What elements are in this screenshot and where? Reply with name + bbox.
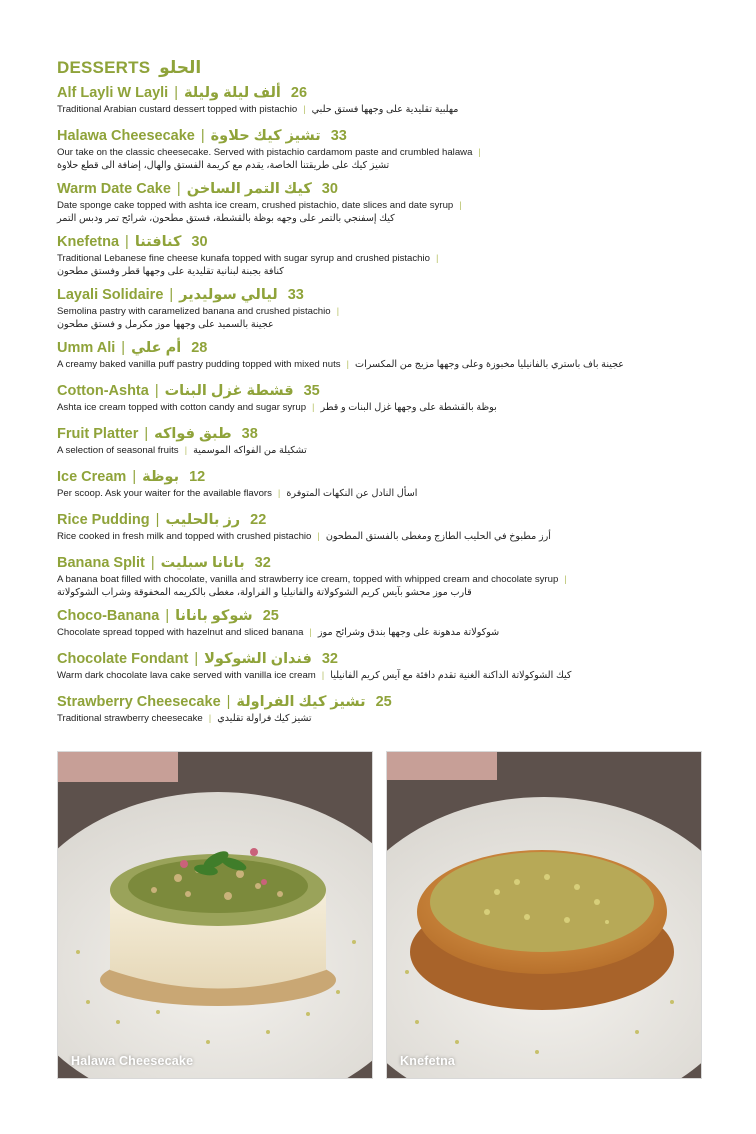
section-title-en: DESSERTS: [57, 58, 151, 77]
menu-item: [57, 84, 707, 116]
dish-name-en: Rice Pudding: [57, 512, 150, 528]
dish-name-en: Warm Date Cake: [57, 181, 171, 197]
menu-item: [57, 127, 707, 172]
description-en: A creamy baked vanilla puff pastry pudding topped with mixed nuts: [57, 359, 341, 370]
dish-price: 32: [321, 651, 338, 667]
description-en: Traditional Lebanese fine cheese kunafa topped with sugar syrup and crushed pistachio: [57, 253, 430, 264]
menu-item: [57, 554, 707, 599]
dish-name-ar: رز بالحليب: [165, 512, 241, 528]
dish-name-en: Banana Split: [57, 555, 145, 571]
dish-description-ar-line: [57, 318, 707, 331]
description-en: Ashta ice cream topped with cotton candy and sugar syrup: [57, 402, 307, 413]
menu-item-heading: [57, 554, 707, 573]
menu-item: [57, 233, 707, 278]
divider: |: [346, 359, 350, 370]
menu-item-heading: [57, 84, 707, 103]
description-ar: عجينة باف باستري بالفانيليا مخبوزة وعلى وجهها مزيج من المكسرات: [355, 359, 625, 370]
knefetna-image: [387, 752, 701, 1078]
dish-description: [57, 626, 707, 639]
dish-price: 32: [254, 555, 271, 571]
divider: |: [478, 147, 481, 158]
dish-price: 25: [262, 608, 279, 624]
dish-price: 25: [375, 694, 392, 710]
divider: |: [336, 306, 340, 317]
divider: |: [459, 200, 462, 211]
divider: |: [150, 555, 155, 571]
dish-name-ar: بانانا سبليت: [160, 555, 245, 571]
dish-name-ar: كنافتنا: [134, 234, 182, 250]
dish-name-ar: أم علي: [131, 340, 182, 356]
description-en: Our take on the classic cheesecake. Served with pistachio cardamom paste and crumbled halawa: [57, 147, 473, 158]
divider: |: [144, 426, 149, 442]
menu-item-heading: [57, 693, 707, 712]
menu-item-heading: [57, 650, 707, 669]
dish-price: 30: [191, 234, 208, 250]
description-ar: تشيز كيك على طريقتنا الخاصة، يقدم مع كريمة الفستق والهال، إضافة الى قطع حلاوة: [57, 160, 390, 171]
divider: |: [303, 104, 306, 115]
dish-description: [57, 199, 707, 212]
dish-name-en: Halawa Cheesecake: [57, 128, 195, 144]
description-en: Date sponge cake topped with ashta ice cream, crushed pistachio, date slices and date syrup: [57, 200, 454, 211]
menu-item-heading: [57, 180, 707, 199]
dish-name-ar: بوظة: [142, 469, 180, 485]
menu-item-heading: [57, 339, 707, 358]
dish-name-en: Layali Solidaire: [57, 287, 164, 303]
menu-item: [57, 339, 707, 371]
dish-name-ar: فندان الشوكولا: [204, 651, 312, 667]
dish-description-ar-line: [57, 212, 707, 225]
menu-item-heading: [57, 511, 707, 530]
dish-name-en: Umm Ali: [57, 340, 116, 356]
description-en: Semolina pastry with caramelized banana and crushed pistachio: [57, 306, 331, 317]
description-ar: قارب موز محشو بآيس كريم الشوكولاتة والفانيليا و الفراولة، مغطى بالكريمه المخفوقة وشراب الشوكولاتة: [57, 587, 472, 598]
divider: |: [125, 234, 129, 250]
description-ar: تشيز كيك فراولة تقليدي: [217, 713, 312, 724]
dish-description: [57, 444, 707, 457]
dish-description: [57, 669, 707, 682]
dish-description: [57, 530, 707, 543]
menu-item-heading: [57, 233, 707, 252]
dish-price: 26: [290, 85, 308, 101]
menu-item-heading: [57, 425, 707, 444]
dish-name-en: Fruit Platter: [57, 426, 139, 442]
dish-description-ar-line: [57, 586, 707, 599]
dish-price: 22: [250, 512, 267, 528]
dish-name-en: Strawberry Cheesecake: [57, 694, 221, 710]
dish-name-en: Knefetna: [57, 234, 120, 250]
menu-item: [57, 607, 707, 639]
divider: |: [132, 469, 137, 485]
description-en: A banana boat filled with chocolate, vanilla and strawberry ice cream, topped with whipped cream and chocolate syrup: [57, 574, 559, 585]
dish-name-ar: قشطة غزل البنات: [164, 383, 294, 399]
dish-description: [57, 305, 707, 318]
menu-item-heading: [57, 382, 707, 401]
dish-price: 38: [241, 426, 258, 442]
divider: |: [155, 512, 160, 528]
divider: |: [277, 488, 281, 499]
dish-description: [57, 146, 707, 159]
dish-description: [57, 573, 707, 586]
divider: |: [174, 85, 178, 101]
photo-halawa-cheesecake: [57, 751, 373, 1079]
photo-knefetna: [386, 751, 702, 1079]
menu-item: [57, 286, 707, 331]
divider: |: [121, 340, 126, 356]
dish-price: 35: [303, 383, 320, 399]
divider: |: [317, 531, 320, 542]
divider: |: [321, 670, 325, 681]
dish-description: [57, 487, 707, 500]
dish-description: [57, 712, 707, 725]
dish-price: 12: [189, 469, 206, 485]
menu-item: [57, 650, 707, 682]
description-en: Rice cooked in fresh milk and topped with crushed pistachio: [57, 531, 312, 542]
dish-name-ar: ليالي سوليدير: [179, 287, 278, 303]
description-en: Traditional strawberry cheesecake: [57, 713, 203, 724]
halawa-cheesecake-image: [58, 752, 372, 1078]
menu-item-heading: [57, 468, 707, 487]
dish-name-en: Cotton-Ashta: [57, 383, 149, 399]
description-ar: أرز مطبوخ في الحليب الطازج ومغطى بالفستق المطحون: [325, 531, 551, 542]
divider: |: [154, 383, 159, 399]
description-ar: اسأل النادل عن النكهات المتوفرة: [286, 488, 418, 499]
menu-item-heading: [57, 286, 707, 305]
dish-description: [57, 358, 707, 371]
dish-price: 28: [191, 340, 208, 356]
menu-item: [57, 180, 707, 225]
photo-caption: Halawa Cheesecake: [71, 1054, 194, 1068]
description-ar: عجينة بالسميد على وجهها موز مكرمل و فستق مطحون: [57, 319, 274, 330]
divider: |: [169, 287, 174, 303]
dish-name-ar: ألف ليلة وليلة: [183, 85, 281, 101]
dish-name-ar: تشيز كيك الفراولة: [236, 694, 366, 710]
divider: |: [208, 713, 212, 724]
menu-item-heading: [57, 127, 707, 146]
dish-name-en: Chocolate Fondant: [57, 651, 189, 667]
dish-description-ar-line: [57, 265, 707, 278]
divider: |: [312, 402, 315, 413]
dish-name-ar: طبق فواكه: [154, 426, 232, 442]
description-en: Chocolate spread topped with hazelnut and sliced banana: [57, 627, 304, 638]
divider: |: [165, 608, 170, 624]
menu-item: [57, 382, 707, 414]
menu-item: [57, 511, 707, 543]
description-ar: بوظة بالقشطة على وجهها غزل البنات و قطر: [320, 402, 497, 413]
description-ar: تشكيلة من الفواكه الموسمية: [193, 445, 307, 456]
divider: |: [564, 574, 567, 585]
dish-description-ar-line: [57, 159, 707, 172]
dish-name-en: Ice Cream: [57, 469, 127, 485]
dish-name-ar: شوكو بانانا: [175, 608, 253, 624]
description-en: Traditional Arabian custard dessert topped with pistachio: [57, 104, 298, 115]
divider: |: [200, 128, 205, 144]
description-ar: كيك الشوكولاتة الداكنة الغنية تقدم دافئة مع آيس كريم الفانيليا: [330, 670, 572, 681]
description-en: Per scoop. Ask your waiter for the available flavors: [57, 488, 272, 499]
dish-name-en: Alf Layli W Layli: [57, 85, 169, 101]
dish-price: 30: [321, 181, 338, 197]
divider: |: [226, 694, 231, 710]
dish-price: 33: [330, 128, 347, 144]
description-ar: مهلبية تقليدية على وجهها فستق حلبي: [311, 104, 459, 115]
dish-name-ar: كيك التمر الساخن: [186, 181, 312, 197]
section-title-ar: الحلو: [159, 58, 202, 77]
dish-price: 33: [287, 287, 304, 303]
dessert-menu: [57, 58, 707, 736]
dish-description: [57, 401, 707, 414]
divider: |: [194, 651, 199, 667]
dish-description: [57, 103, 707, 116]
menu-item: [57, 693, 707, 725]
divider: |: [176, 181, 181, 197]
section-title: [57, 58, 707, 78]
dish-name-en: Choco-Banana: [57, 608, 160, 624]
divider: |: [435, 253, 439, 264]
photo-caption: Knefetna: [400, 1054, 456, 1068]
dish-name-ar: تشيز كيك حلاوة: [210, 128, 321, 144]
description-ar: كنافة بجبنة لبنانية تقليدية على وجهها قطر وفستق مطحون: [57, 266, 284, 277]
menu-item: [57, 425, 707, 457]
description-en: Warm dark chocolate lava cake served with vanilla ice cream: [57, 670, 316, 681]
description-ar: شوكولاتة مدهونة على وجهها بندق وشرائح موز: [317, 627, 500, 638]
menu-items: [57, 84, 707, 725]
divider: |: [184, 445, 188, 456]
description-en: A selection of seasonal fruits: [57, 445, 179, 456]
divider: |: [309, 627, 312, 638]
menu-item-heading: [57, 607, 707, 626]
description-ar: كيك إسفنجي بالتمر على وجهه بوظة بالقشطة، فستق مطحون، شرائح تمر ودبس التمر: [57, 213, 395, 224]
dish-description: [57, 252, 707, 265]
menu-item: [57, 468, 707, 500]
